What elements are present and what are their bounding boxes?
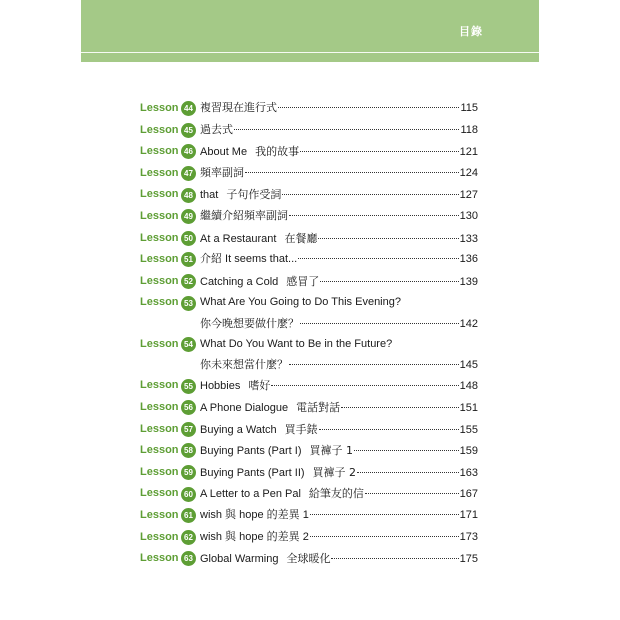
page-number: 130 xyxy=(459,209,478,222)
dot-leader xyxy=(341,406,459,408)
toc-entry[interactable] xyxy=(140,206,478,228)
entry-title xyxy=(200,375,270,398)
lesson-number-badge: 44 xyxy=(181,101,196,116)
toc-entry[interactable] xyxy=(140,163,478,185)
entry-title xyxy=(200,249,297,271)
entry-title xyxy=(200,483,364,506)
lesson-number-badge: 58 xyxy=(181,443,196,458)
page-number: 118 xyxy=(460,123,478,136)
entry-title xyxy=(200,548,330,571)
entry-title-en: At a Restaurant xyxy=(200,232,277,245)
toc-entry[interactable] xyxy=(140,334,478,376)
lesson-label: Lesson xyxy=(140,231,179,244)
lesson-number-badge: 57 xyxy=(181,422,196,437)
entry-title xyxy=(200,120,233,142)
entry-title xyxy=(200,440,353,463)
lesson-label: Lesson xyxy=(140,422,179,435)
dot-leader xyxy=(310,535,459,537)
dot-leader xyxy=(365,492,459,494)
entry-title-en: About Me xyxy=(200,146,248,159)
entry-title-en: wish 與 hope 的差異 1 xyxy=(200,508,309,521)
entry-title xyxy=(200,184,281,207)
dot-leader xyxy=(298,257,458,259)
toc-entry[interactable] xyxy=(140,249,478,271)
dot-leader xyxy=(282,193,458,195)
entry-title-zh: 複習現在進行式 xyxy=(200,102,277,114)
page-number: 148 xyxy=(459,380,478,393)
toc-entry[interactable] xyxy=(140,292,478,334)
lesson-label: Lesson xyxy=(140,508,179,521)
lesson-number-badge: 63 xyxy=(181,551,196,566)
lesson-number-badge: 51 xyxy=(181,252,196,267)
entry-title-zh: 子句作受詞 xyxy=(226,188,282,202)
lesson-label: Lesson xyxy=(140,296,179,309)
table-of-contents xyxy=(140,98,478,570)
header-band xyxy=(81,0,539,62)
lesson-label: Lesson xyxy=(140,145,179,158)
lesson-label: Lesson xyxy=(140,465,179,478)
lesson-number-badge: 60 xyxy=(181,487,196,502)
entry-title xyxy=(200,292,401,314)
page-number: 159 xyxy=(459,445,478,458)
entry-title-zh: 嗜好 xyxy=(248,379,271,393)
lesson-label: Lesson xyxy=(140,337,179,350)
lesson-label: Lesson xyxy=(140,530,179,543)
entry-title xyxy=(200,314,299,334)
dot-leader xyxy=(331,557,458,559)
toc-entry[interactable] xyxy=(140,505,478,527)
entry-title-zh: 給筆友的信 xyxy=(308,487,364,501)
dot-leader xyxy=(318,237,458,239)
entry-title xyxy=(200,98,277,120)
entry-title xyxy=(200,206,288,228)
entry-title-zh: 買褲子 1 xyxy=(309,444,353,458)
lesson-number-badge: 53 xyxy=(181,296,196,311)
dot-leader xyxy=(300,150,459,152)
dot-leader xyxy=(271,384,458,386)
lesson-number-badge: 56 xyxy=(181,400,196,415)
page-title: 目錄 xyxy=(459,25,483,38)
entry-title xyxy=(200,141,299,164)
lesson-number-badge: 50 xyxy=(181,231,196,246)
lesson-number-badge: 61 xyxy=(181,508,196,523)
entry-title-en: Buying Pants (Part II) xyxy=(200,466,305,479)
entry-title xyxy=(200,419,318,442)
entry-title-zh: 頻率副詞 xyxy=(200,166,244,179)
entry-title xyxy=(200,505,309,527)
entry-title-en: Buying Pants (Part I) xyxy=(200,445,302,458)
lesson-label: Lesson xyxy=(140,188,179,201)
entry-title xyxy=(200,462,356,485)
lesson-number-badge: 45 xyxy=(181,123,196,138)
lesson-label: Lesson xyxy=(140,102,179,114)
page-number: 136 xyxy=(459,253,478,266)
lesson-label: Lesson xyxy=(140,400,179,413)
lesson-label: Lesson xyxy=(140,487,179,500)
page-number: 142 xyxy=(459,317,478,330)
entry-title-en: A Phone Dialogue xyxy=(200,401,289,414)
entry-title-en: Hobbies xyxy=(200,380,241,393)
entry-title-zh: 全球暖化 xyxy=(286,552,331,566)
entry-title-en: What Do You Want to Be in the Future? xyxy=(200,337,393,350)
toc-entry[interactable] xyxy=(140,184,478,206)
lesson-label: Lesson xyxy=(140,123,179,136)
entry-title-zh: 在餐廳 xyxy=(284,231,318,245)
toc-entry[interactable] xyxy=(140,483,478,505)
toc-entry[interactable] xyxy=(140,98,478,120)
entry-title-zh: 你未來想當什麼？ xyxy=(200,359,288,372)
lesson-number-badge: 54 xyxy=(181,337,196,352)
toc-entry[interactable] xyxy=(140,228,478,250)
page-number: 155 xyxy=(459,423,478,436)
entry-title xyxy=(200,355,288,375)
toc-entry[interactable] xyxy=(140,548,478,570)
entry-title-zh: 我的故事 xyxy=(255,145,300,159)
entry-title-zh: 買手錶 xyxy=(284,422,318,436)
page-number: 115 xyxy=(460,102,478,114)
entry-title-zh: 電話對話 xyxy=(296,400,341,414)
header-divider xyxy=(81,52,539,53)
entry-title-zh: 感冒了 xyxy=(286,274,320,288)
lesson-number-badge: 52 xyxy=(181,274,196,289)
toc-entry[interactable] xyxy=(140,397,478,419)
toc-entry[interactable] xyxy=(140,271,478,293)
entry-title xyxy=(200,527,309,549)
entry-title-zh: 買褲子 2 xyxy=(312,465,357,479)
dot-leader xyxy=(289,214,459,216)
entry-title-zh: 你今晚想要做什麼？ xyxy=(200,317,299,330)
page-number: 121 xyxy=(459,146,478,159)
entry-title xyxy=(200,334,392,356)
page-number: 175 xyxy=(459,553,478,566)
toc-entry[interactable] xyxy=(140,527,478,549)
lesson-label: Lesson xyxy=(140,209,179,222)
page-number: 151 xyxy=(459,401,478,414)
page-number: 133 xyxy=(459,232,478,245)
dot-leader xyxy=(319,428,459,430)
toc-entry[interactable] xyxy=(140,462,478,484)
lesson-number-badge: 62 xyxy=(181,530,196,545)
page-number: 167 xyxy=(459,488,478,501)
entry-title-en: A Letter to a Pen Pal xyxy=(200,488,301,501)
entry-title-en: Buying a Watch xyxy=(200,423,277,436)
toc-entry[interactable] xyxy=(140,141,478,163)
page-number: 171 xyxy=(459,508,478,521)
lesson-number-badge: 47 xyxy=(181,166,196,181)
lesson-label: Lesson xyxy=(140,253,179,266)
dot-leader xyxy=(278,106,459,108)
entry-title xyxy=(200,228,317,251)
toc-entry[interactable] xyxy=(140,419,478,441)
lesson-number-badge: 59 xyxy=(181,465,196,480)
page-number: 124 xyxy=(459,166,478,179)
entry-title xyxy=(200,163,244,185)
lesson-number-badge: 49 xyxy=(181,209,196,224)
entry-title xyxy=(200,397,340,420)
dot-leader xyxy=(357,471,459,473)
toc-entry[interactable] xyxy=(140,440,478,462)
dot-leader xyxy=(289,363,459,365)
entry-title-en: Global Warming xyxy=(200,553,279,566)
dot-leader xyxy=(245,171,459,173)
lesson-number-badge: 48 xyxy=(181,188,196,203)
dot-leader xyxy=(300,322,459,324)
entry-title-zh: 過去式 xyxy=(200,123,233,136)
entry-title-en: that xyxy=(200,189,219,202)
lesson-label: Lesson xyxy=(140,274,179,287)
entry-title-zh: 介紹 It seems that... xyxy=(200,253,298,266)
dot-leader xyxy=(320,280,458,282)
entry-title-en: Catching a Cold xyxy=(200,275,279,288)
lesson-label: Lesson xyxy=(140,444,179,457)
entry-title-zh: 繼續介紹頻率副詞 xyxy=(200,209,288,222)
lesson-label: Lesson xyxy=(140,379,179,392)
entry-title xyxy=(200,271,319,294)
page-number: 145 xyxy=(459,359,478,372)
lesson-number-badge: 55 xyxy=(181,379,196,394)
entry-title-en: What Are You Going to Do This Evening? xyxy=(200,296,401,309)
toc-entry[interactable] xyxy=(140,120,478,142)
page-number: 163 xyxy=(459,466,478,479)
page-number: 127 xyxy=(459,189,478,202)
entry-title-en: wish 與 hope 的差異 2 xyxy=(200,530,309,543)
lesson-number-badge: 46 xyxy=(181,144,196,159)
dot-leader xyxy=(354,449,459,451)
page-number: 139 xyxy=(459,275,478,288)
page-number: 173 xyxy=(459,530,478,543)
dot-leader xyxy=(234,128,459,130)
toc-entry[interactable] xyxy=(140,375,478,397)
lesson-label: Lesson xyxy=(140,552,179,565)
dot-leader xyxy=(310,513,459,515)
lesson-label: Lesson xyxy=(140,166,179,179)
